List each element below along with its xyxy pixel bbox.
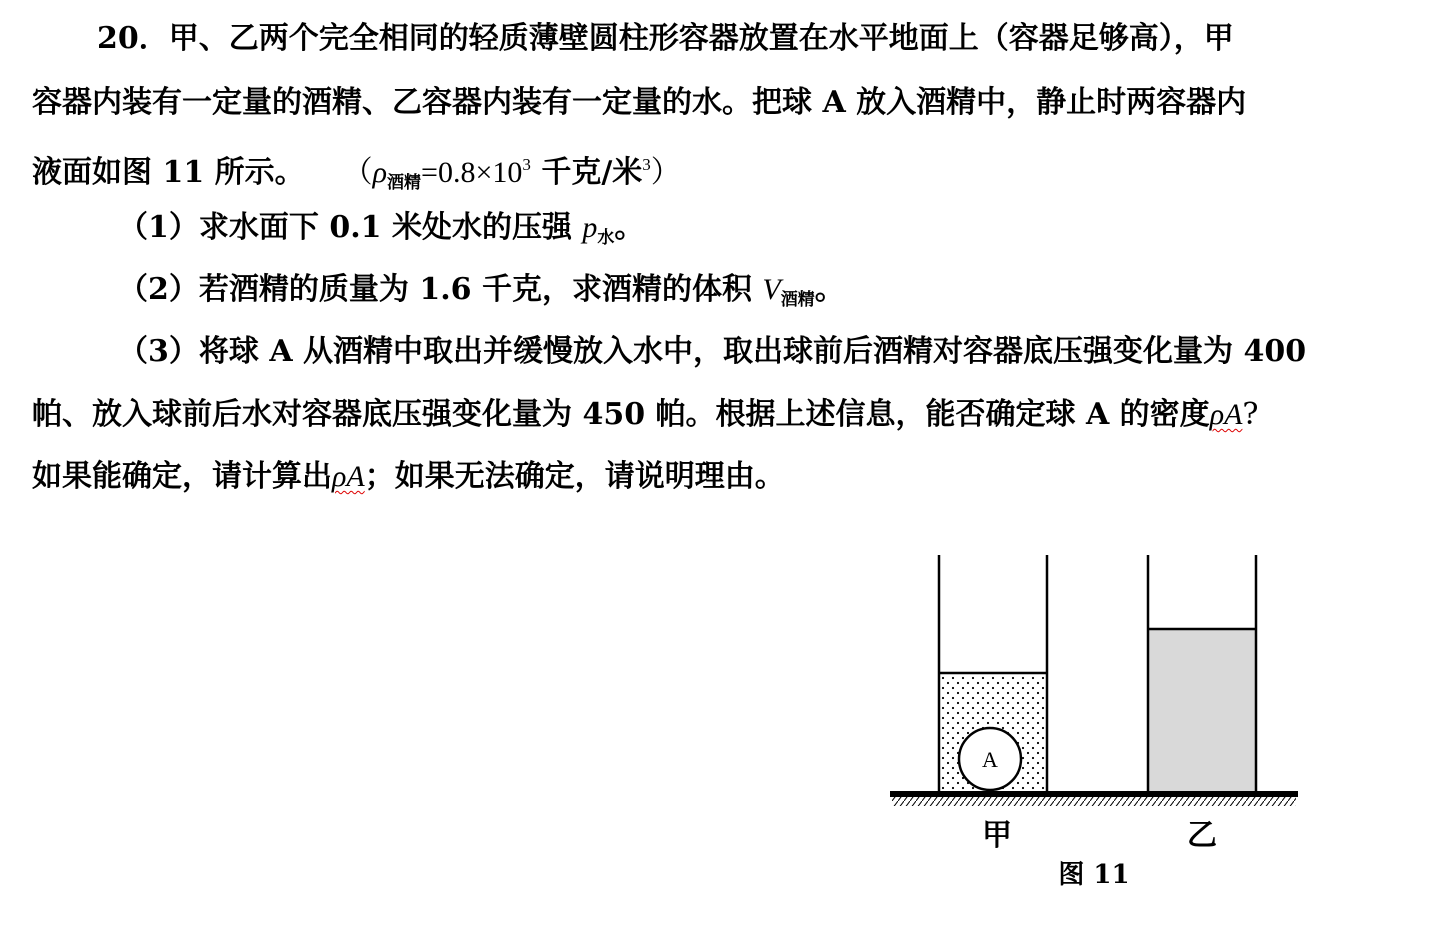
sub-question-text: （2）若酒精的质量为 1.6 千克，求酒精的体积 (118, 272, 763, 307)
pressure-variable: p (582, 211, 598, 244)
question-text: 液面如图 11 所示。 (32, 155, 305, 190)
density-unit-exponent: 3 (642, 155, 651, 174)
question-line-3 (32, 145, 681, 203)
sub-question-text: （1）求水面下 0.1 米处水的压强 (118, 210, 583, 245)
ground-line (890, 791, 1298, 797)
figure-caption: 图 11 (1058, 860, 1130, 890)
rho-a-symbol: ρA (1209, 398, 1243, 431)
sub-question-text: （3）将球 A 从酒精中取出并缓慢放入水中，取出球前后酒精对容器底压强变化量为 400 (118, 334, 1307, 369)
sentence-end: 。 (814, 272, 845, 307)
left-container-label: 甲 (982, 818, 1012, 853)
sub-question-text: 帕、放入球前后水对容器底压强变化量为 450 帕。根据上述信息，能否确定球 A 的密度 (32, 397, 1210, 432)
figure-11 (880, 545, 1310, 905)
sub-question-2 (118, 270, 845, 320)
sub-question-1 (118, 208, 644, 258)
right-container (1148, 555, 1256, 791)
question-text: 容器内装有一定量的酒精、乙容器内装有一定量的水。把球 A 放入酒精中，静止时两容器内 (32, 85, 1247, 120)
question-line-1 (97, 19, 1234, 59)
density-unit: 千克/米 (530, 155, 643, 190)
sub-question-text: ；如果无法确定，请说明理由。 (364, 459, 785, 494)
rho-subscript: 酒精 (387, 173, 422, 193)
pressure-subscript: 水 (597, 228, 615, 248)
density-close-paren: ） (650, 155, 681, 190)
question-text: 20．甲、乙两个完全相同的轻质薄壁圆柱形容器放置在水平地面上（容器足够高），甲 (97, 21, 1234, 56)
density-open-paren: （ (342, 155, 373, 190)
question-mark: ? (1242, 397, 1259, 432)
left-container (939, 555, 1047, 791)
volume-subscript: 酒精 (780, 290, 815, 310)
ball-a-label: A (982, 747, 998, 772)
sub-question-3-line-3 (32, 457, 785, 497)
sentence-end: 。 (614, 210, 645, 245)
rho-symbol: ρ (372, 156, 388, 189)
density-value: =0.8×10 (421, 156, 523, 189)
sub-question-3-line-1 (118, 332, 1306, 372)
question-line-2 (32, 83, 1246, 123)
water-liquid (1148, 629, 1256, 791)
volume-variable: V (762, 273, 781, 306)
ground-hatch (892, 797, 1296, 806)
rho-a-symbol: ρA (332, 460, 365, 493)
sub-question-3-line-2 (32, 395, 1259, 435)
sub-question-text: 如果能确定，请计算出 (32, 459, 332, 494)
right-container-label: 乙 (1187, 818, 1217, 853)
density-exponent: 3 (522, 155, 531, 174)
